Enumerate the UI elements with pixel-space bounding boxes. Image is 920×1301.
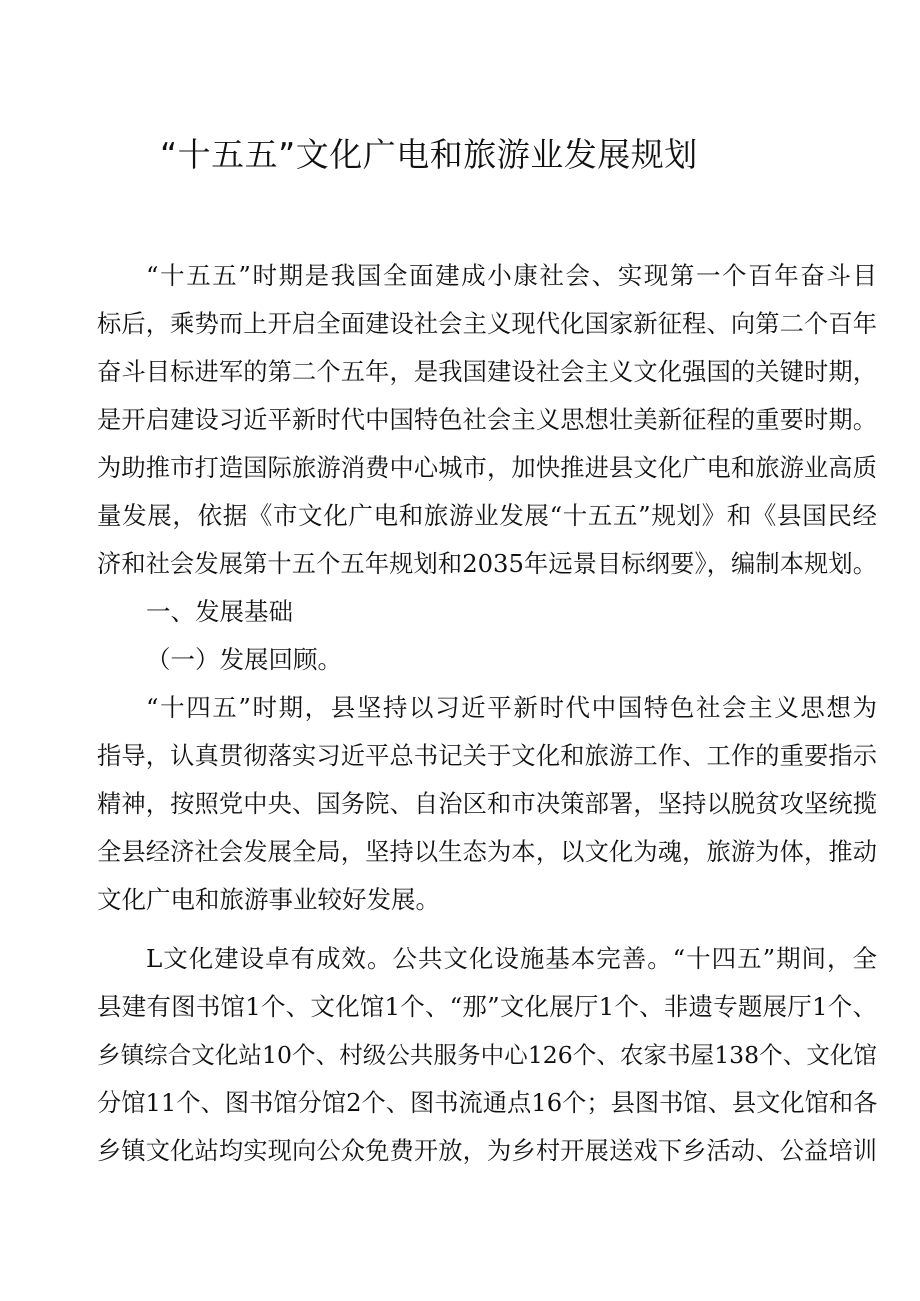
paragraph-line: 精神，按照党中央、国务院、自治区和市决策部署，坚持以脱贫攻坚统揽 — [97, 789, 877, 818]
paragraph-line: 是开启建设习近平新时代中国特色社会主义思想壮美新征程的重要时期。 — [97, 405, 877, 434]
paragraph-line: L文化建设卓有成效。公共文化设施基本完善。“十四五”期间，全 — [146, 944, 877, 973]
document-body — [97, 252, 877, 1175]
subsection-heading: （一）发展回顾。 — [146, 645, 342, 674]
paragraph-line: 乡镇文化站均实现向公众免费开放，为乡村开展送戏下乡活动、公益培训 — [97, 1136, 877, 1165]
document-title: “十五五”文化广电和旅游业发展规划 — [160, 135, 698, 174]
paragraph-intro — [97, 252, 877, 588]
paragraph-line: 标后，乘势而上开启全面建设社会主义现代化国家新征程、向第二个百年 — [97, 309, 877, 338]
paragraph-line: 县建有图书馆1个、文化馆1个、“那”文化展厅1个、非遗专题展厅1个、 — [97, 992, 877, 1021]
section-heading: 一、发展基础 — [146, 597, 293, 626]
paragraph-gap — [97, 924, 877, 935]
paragraph-line: 全县经济社会发展全局，坚持以生态为本，以文化为魂，旅游为体，推动 — [97, 837, 877, 866]
paragraph-line: “十四五”时期，县坚持以习近平新时代中国特色社会主义思想为 — [146, 693, 877, 722]
paragraph-line: “十五五”时期是我国全面建成小康社会、实现第一个百年奋斗目 — [146, 261, 877, 290]
paragraph-review — [97, 684, 877, 924]
paragraph-culture — [97, 935, 877, 1175]
paragraph-line: 奋斗目标进军的第二个五年，是我国建设社会主义文化强国的关键时期， — [97, 357, 877, 386]
paragraph-line: 量发展，依据《市文化广电和旅游业发展“十五五”规划》和《县国民经 — [97, 501, 877, 530]
paragraph-line: 为助推市打造国际旅游消费中心城市，加快推进县文化广电和旅游业高质 — [97, 453, 877, 482]
paragraph-line: 指导，认真贯彻落实习近平总书记关于文化和旅游工作、工作的重要指示 — [97, 741, 877, 770]
paragraph-line: 济和社会发展第十五个五年规划和2035年远景目标纲要》，编制本规划。 — [97, 549, 877, 578]
paragraph-line: 乡镇综合文化站10个、村级公共服务中心126个、农家书屋138个、文化馆 — [97, 1041, 877, 1069]
paragraph-line: 分馆11个、图书馆分馆2个、图书流通点16个；县图书馆、县文化馆和各 — [97, 1088, 877, 1117]
paragraph-line: 文化广电和旅游事业较好发展。 — [97, 885, 440, 914]
